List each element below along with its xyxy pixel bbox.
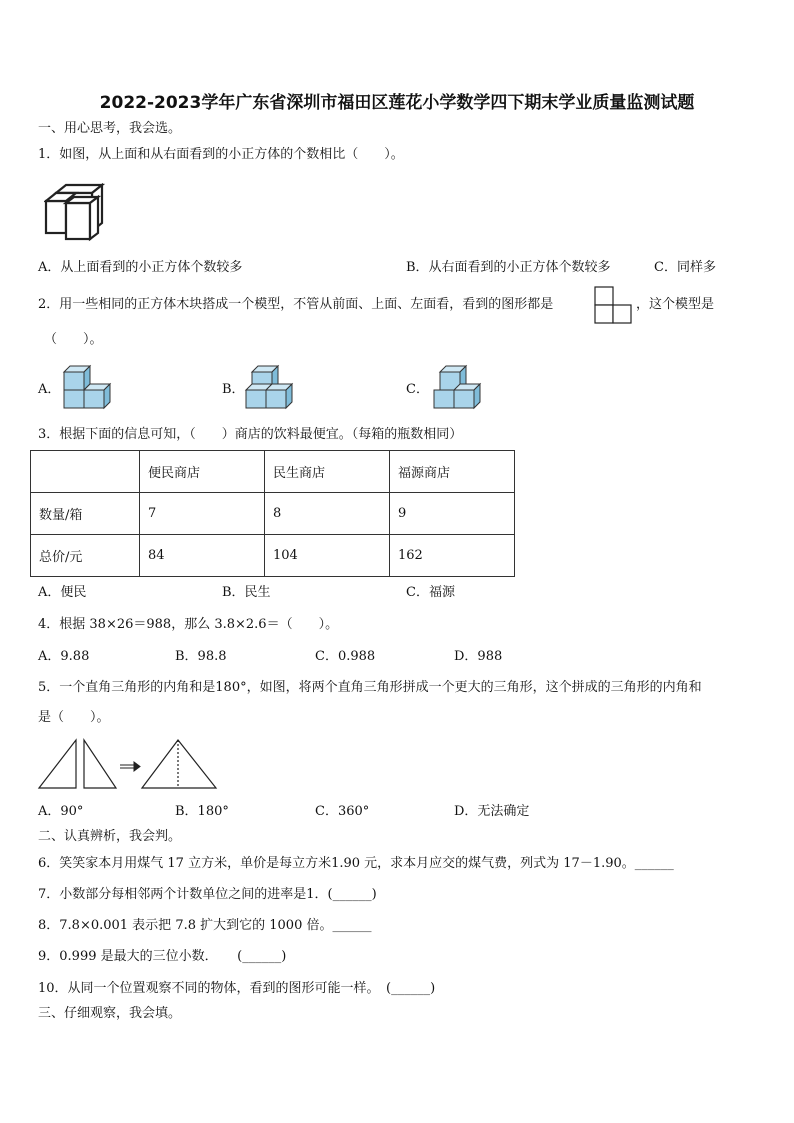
question-9: 9．0.999 是最大的三位小数． (______) bbox=[38, 949, 287, 964]
question-3-option-a[interactable]: A．便民 bbox=[38, 585, 87, 600]
question-1-option-a[interactable]: A．从上面看到的小正方体个数较多 bbox=[38, 260, 243, 275]
question-2-option-a[interactable]: A． bbox=[38, 382, 61, 397]
cube-model-a-figure bbox=[62, 364, 112, 410]
question-1-option-c[interactable]: C．同样多 bbox=[654, 260, 716, 275]
question-1-stem: 1．如图，从上面和从右面看到的小正方体的个数相比（ ）。 bbox=[38, 147, 404, 162]
question-5-option-b[interactable]: B．180° bbox=[175, 804, 229, 819]
table-cell: 162 bbox=[390, 535, 515, 577]
question-3-stem: 3．根据下面的信息可知，（ ）商店的饮料最便宜。（每箱的瓶数相同） bbox=[38, 427, 463, 442]
table-cell: 总价/元 bbox=[31, 535, 140, 577]
section-heading-fill: 三、仔细观察，我会填。 bbox=[38, 1006, 182, 1021]
question-2-stem-end: ，这个模型是 bbox=[636, 297, 715, 312]
question-2-option-b[interactable]: B． bbox=[222, 382, 245, 397]
question-2-option-c[interactable]: C． bbox=[406, 382, 429, 397]
question-5-option-d[interactable]: D．无法确定 bbox=[454, 804, 530, 819]
section-heading-judge: 二、认真辨析，我会判。 bbox=[38, 829, 182, 844]
table-cell: 数量/箱 bbox=[31, 493, 140, 535]
question-2-stem: 2．用一些相同的正方体木块搭成一个模型，不管从前面、上面、左面看，看到的图形都是 bbox=[38, 297, 554, 312]
section-heading-choice: 一、用心思考，我会选。 bbox=[38, 121, 182, 136]
question-5-stem-line2: 是（ ）。 bbox=[38, 710, 110, 725]
question-5-stem: 5．一个直角三角形的内角和是180°，如图，将两个直角三角形拼成一个更大的三角形，这个拼成的三角形的内角和 bbox=[38, 680, 702, 695]
question-10: 10．从同一个位置观察不同的物体，看到的图形可能一样。 (______) bbox=[38, 981, 436, 996]
table-cell: 9 bbox=[390, 493, 515, 535]
table-header-cell: 民生商店 bbox=[265, 451, 390, 493]
question-5-option-c[interactable]: C．360° bbox=[315, 804, 370, 819]
question-2-stem-line2: （ ）。 bbox=[44, 332, 103, 347]
table-row bbox=[31, 493, 515, 535]
table-header-cell: 福源商店 bbox=[390, 451, 515, 493]
cube-stack-figure bbox=[44, 183, 114, 243]
table-cell: 8 bbox=[265, 493, 390, 535]
question-8: 8．7.8×0.001 表示把 7.8 扩大到它的 1000 倍。______ bbox=[38, 918, 372, 933]
price-table bbox=[30, 450, 515, 577]
question-4-option-b[interactable]: B．98.8 bbox=[175, 649, 227, 664]
question-6: 6．笑笑家本月用煤气 17 立方米，单价是每立方米1.90 元，求本月应交的煤气费，列式为 17－1.90。______ bbox=[38, 856, 674, 871]
cube-model-b-figure bbox=[244, 364, 296, 412]
view-shape-figure bbox=[594, 286, 634, 326]
triangles-figure bbox=[36, 738, 226, 790]
table-header-row bbox=[31, 451, 515, 493]
table-cell: 84 bbox=[140, 535, 265, 577]
question-3-option-c[interactable]: C．福源 bbox=[406, 585, 455, 600]
table-row bbox=[31, 535, 515, 577]
table-header-cell bbox=[31, 451, 140, 493]
question-7: 7．小数部分每相邻两个计数单位之间的进率是1．(______) bbox=[38, 887, 377, 902]
page-title: 2022-2023学年广东省深圳市福田区莲花小学数学四下期末学业质量监测试题 bbox=[99, 93, 695, 113]
question-3-option-b[interactable]: B．民生 bbox=[222, 585, 271, 600]
question-4-option-a[interactable]: A．9.88 bbox=[38, 649, 90, 664]
question-1-option-b[interactable]: B．从右面看到的小正方体个数较多 bbox=[406, 260, 611, 275]
question-4-stem: 4．根据 38×26＝988，那么 3.8×2.6＝（ ）。 bbox=[38, 617, 339, 632]
cube-model-c-figure bbox=[432, 364, 488, 412]
table-cell: 104 bbox=[265, 535, 390, 577]
table-header-cell: 便民商店 bbox=[140, 451, 265, 493]
question-4-option-c[interactable]: C．0.988 bbox=[315, 649, 376, 664]
question-5-option-a[interactable]: A．90° bbox=[38, 804, 84, 819]
question-4-option-d[interactable]: D．988 bbox=[454, 649, 503, 664]
table-cell: 7 bbox=[140, 493, 265, 535]
